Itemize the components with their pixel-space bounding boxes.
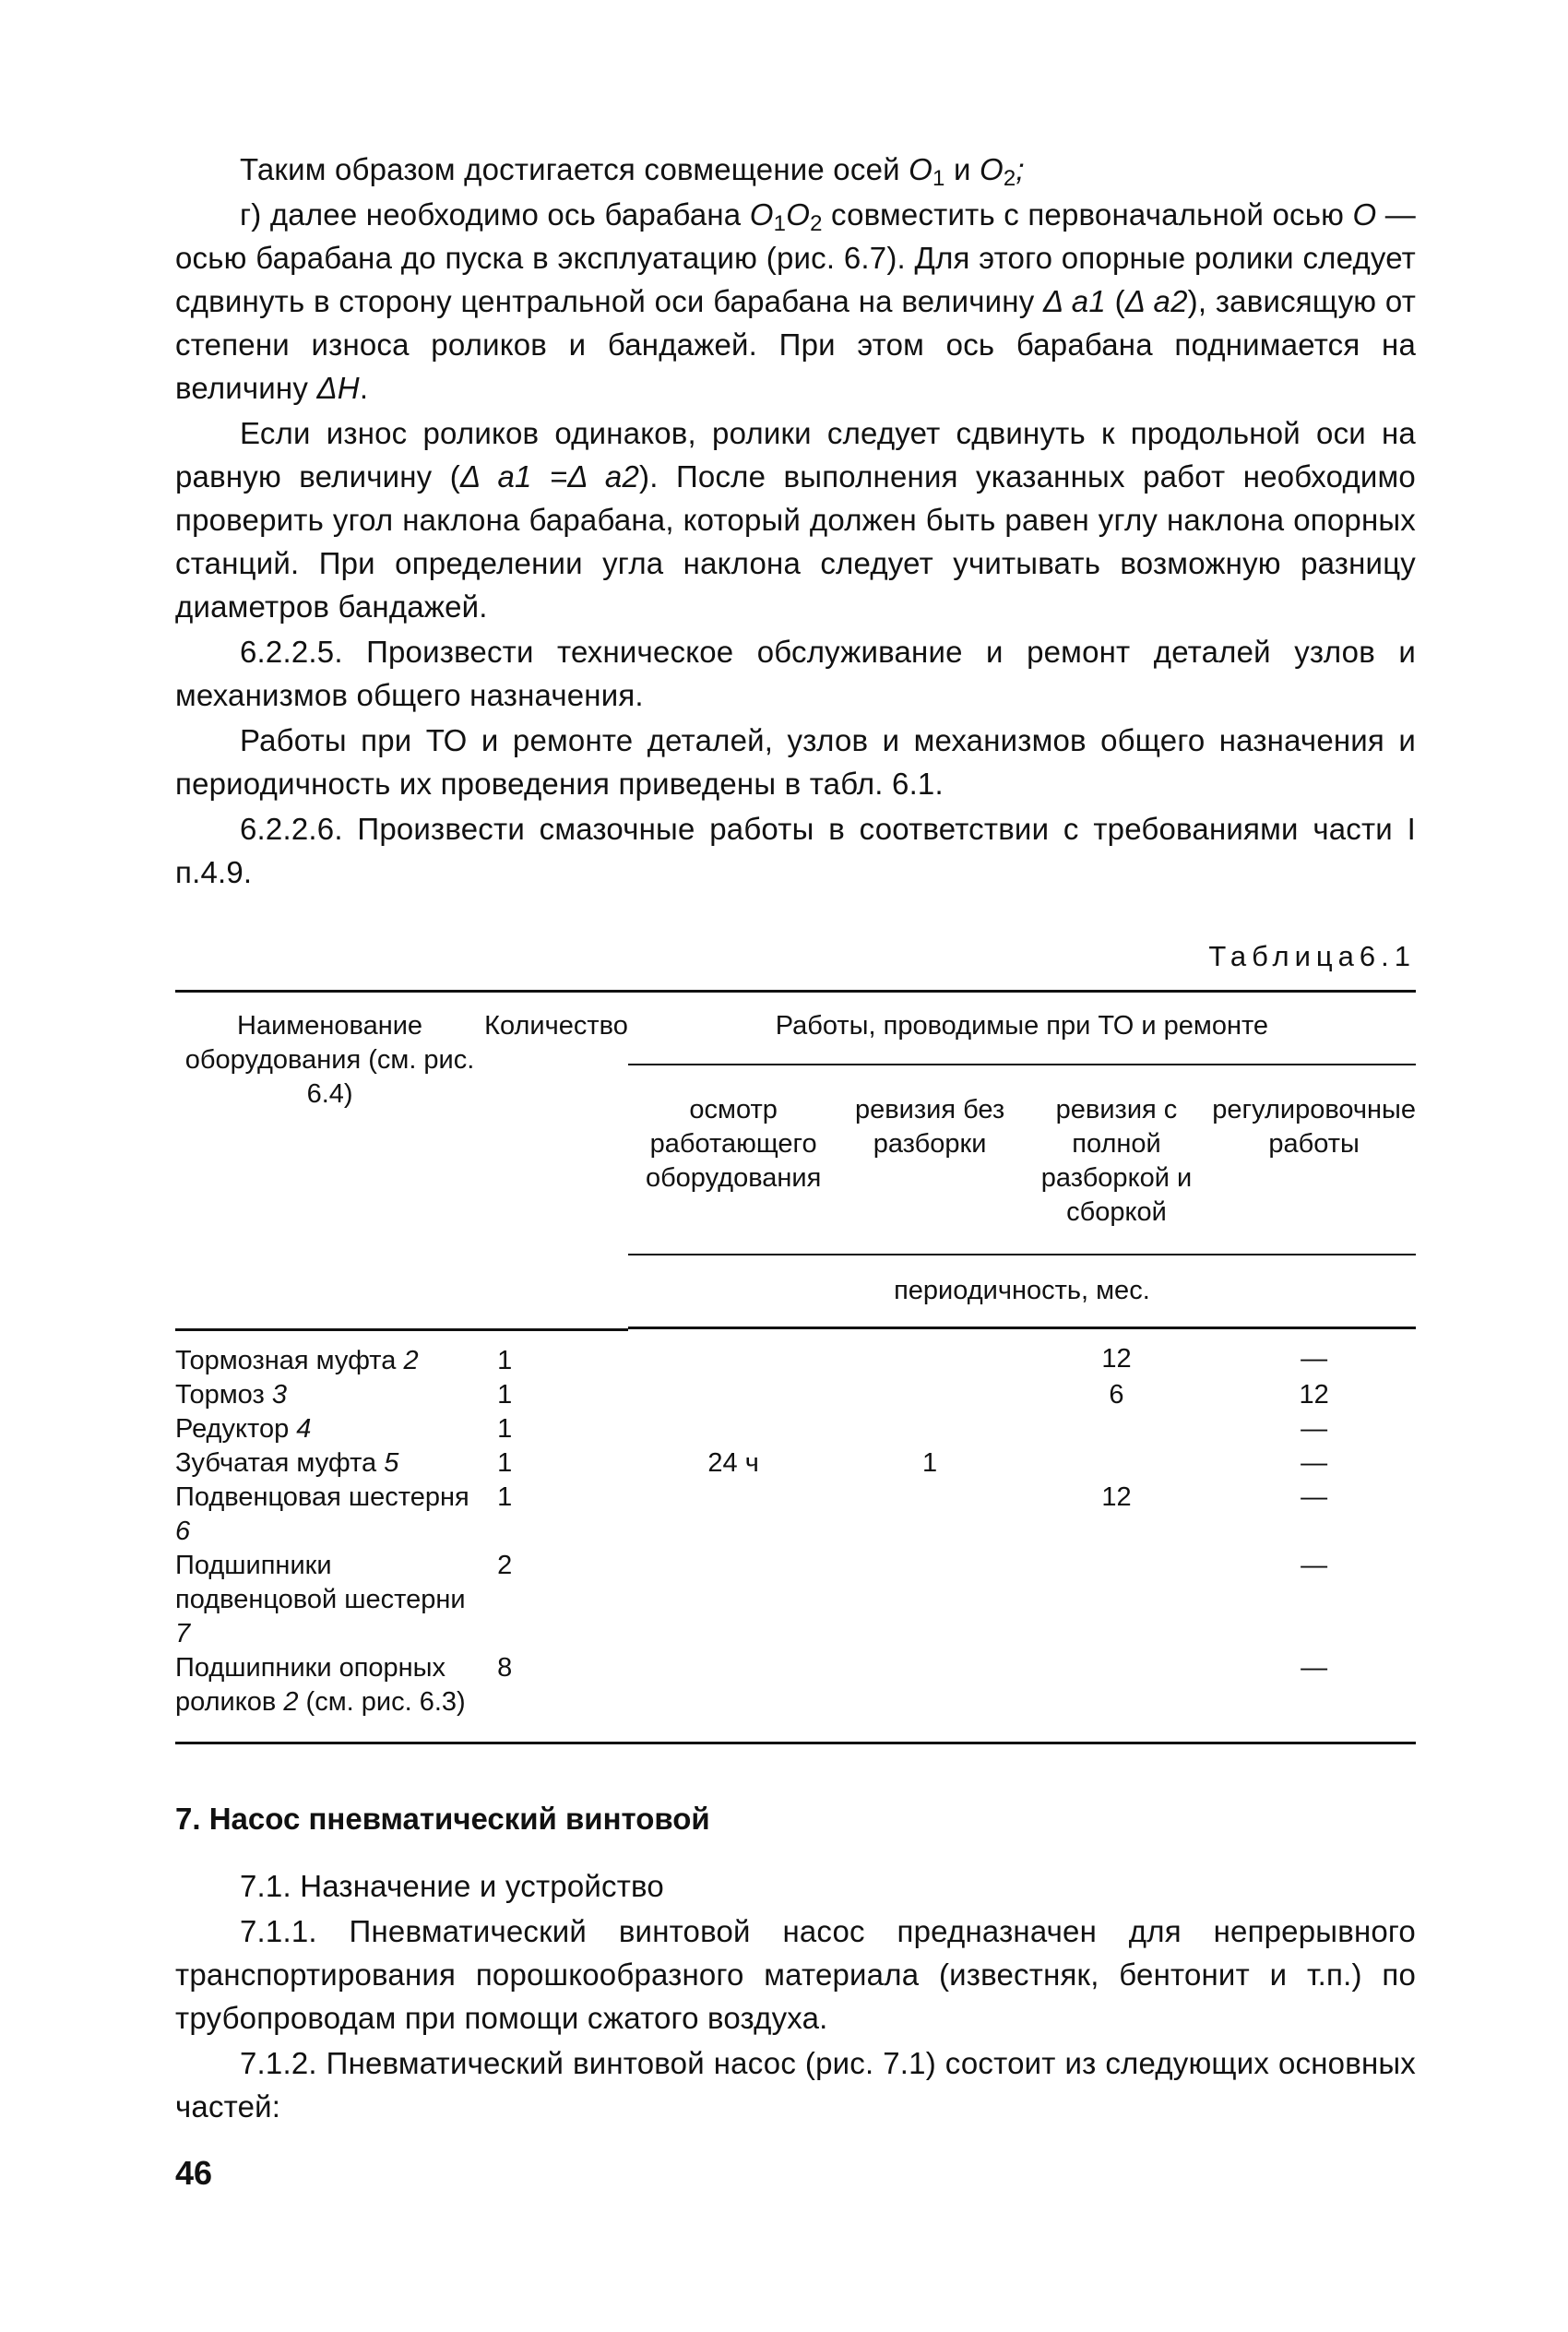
header-adjustment: регулировочные работы xyxy=(1212,1065,1416,1255)
row-revision-full: 6 xyxy=(1109,1379,1124,1410)
row-inspection xyxy=(628,1412,839,1446)
equipment-name: Редуктор xyxy=(175,1413,297,1444)
symbol-o: O xyxy=(1352,197,1377,232)
text-fragment: совместить с первоначальной осью xyxy=(822,197,1353,232)
subscript: 2 xyxy=(810,211,823,236)
row-name xyxy=(175,1329,484,1378)
row-name xyxy=(175,1378,484,1412)
equipment-name: Зубчатая муфта xyxy=(175,1447,385,1478)
equipment-ref: 5 xyxy=(384,1447,399,1478)
row-revision-full xyxy=(1021,1549,1213,1651)
symbol-o1: O xyxy=(909,152,933,186)
row-qty: 2 xyxy=(497,1550,513,1580)
row-name xyxy=(175,1651,484,1743)
text-fragment: Если износ роликов одинаков, ролики следует сдвинуть к продольной оси на равную величину ( xyxy=(175,416,1416,494)
table-row xyxy=(175,1329,1416,1378)
row-adjustment: — xyxy=(1301,1447,1328,1478)
subscript: 2 xyxy=(1003,166,1016,191)
row-inspection xyxy=(628,1549,839,1651)
row-inspection xyxy=(628,1378,839,1412)
row-adjustment: — xyxy=(1301,1550,1328,1580)
equipment-ref: 4 xyxy=(296,1413,312,1444)
paragraph-7-1-2: 7.1.2. Пневматический винтовой насос (рис. 7.1) состоит из следующих основных частей: xyxy=(175,2045,1416,2124)
table-row xyxy=(175,1446,1416,1481)
row-revision-full: 12 xyxy=(1101,1481,1132,1512)
symbol-delta-a1: Δ a1 xyxy=(1043,284,1106,318)
equipment-ref: 6 xyxy=(175,1516,191,1546)
text-fragment: ). После выполнения указанных работ необходимо проверить угол наклона барабана, который должен быть равен углу наклона опорных станций. При определении угла наклона следует учитывать возможную разницу диаметров бандажей. xyxy=(175,459,1416,624)
equipment-ref: 2 xyxy=(283,1686,299,1717)
row-name xyxy=(175,1549,484,1651)
text-fragment: г) далее необходимо ось барабана xyxy=(240,197,750,232)
paragraph-works-table-ref: Работы при ТО и ремонте деталей, узлов и механизмов общего назначения и периодичность их проведения приведены в табл. 6.1. xyxy=(175,723,1416,801)
row-inspection xyxy=(628,1329,839,1378)
row-revision-no xyxy=(838,1481,1020,1549)
row-revision-full xyxy=(1021,1651,1213,1743)
table-row xyxy=(175,1651,1416,1743)
row-inspection: 24 ч xyxy=(707,1447,759,1478)
row-revision-no xyxy=(838,1651,1020,1743)
paragraph-equal-wear xyxy=(175,411,1416,628)
row-name xyxy=(175,1446,484,1481)
row-qty: 1 xyxy=(497,1413,513,1444)
text-fragment: — осью барабана до пуска в эксплуатацию (рис. 6.7). Для этого опорные ролики следует сдвинуть в сторону центральной оси барабана на величину xyxy=(175,197,1416,318)
text-fragment: ; xyxy=(1016,152,1025,186)
equipment-name: Подшипники подвенцовой шестерни xyxy=(175,1550,466,1614)
document-page xyxy=(175,148,1416,2128)
header-periodicity: периодичность, мес. xyxy=(628,1255,1416,1328)
row-inspection xyxy=(628,1651,839,1743)
row-revision-no xyxy=(838,1412,1020,1446)
row-name xyxy=(175,1412,484,1446)
row-adjustment: — xyxy=(1301,1413,1328,1444)
equipment-name: Подвенцовая шестерня xyxy=(175,1481,469,1512)
row-revision-full xyxy=(1021,1446,1213,1481)
row-qty: 1 xyxy=(497,1447,513,1478)
subscript: 1 xyxy=(773,211,787,236)
row-revision-no: 1 xyxy=(922,1447,938,1478)
subscript: 1 xyxy=(932,166,945,191)
row-adjustment: — xyxy=(1301,1344,1328,1374)
table-caption: Таблица6.1 xyxy=(1208,940,1416,972)
header-revision-full: ревизия с полной разборкой и сборкой xyxy=(1021,1065,1213,1255)
section-title: 7. Насос пневматический винтовой xyxy=(175,1801,710,1836)
maintenance-table xyxy=(175,990,1416,1744)
paragraph-6-2-2-6: 6.2.2.6. Произвести смазочные работы в соответствии с требованиями части I п.4.9. xyxy=(175,812,1416,889)
text-fragment: Таким образом достигается совмещение осей xyxy=(240,152,900,186)
symbol-delta-a2: Δ a2 xyxy=(1124,284,1188,318)
row-revision-no xyxy=(838,1329,1020,1378)
symbol-o: O xyxy=(749,197,774,232)
equipment-ref: 3 xyxy=(271,1379,287,1410)
equipment-name-tail: (см. рис. 6.3) xyxy=(298,1686,466,1717)
table-row xyxy=(175,1481,1416,1549)
header-equipment-name: Наименование оборудования (см. рис. 6.4) xyxy=(184,1011,475,1109)
equipment-ref: 2 xyxy=(403,1345,419,1375)
symbol-o: O xyxy=(786,197,811,232)
equipment-name: Тормоз xyxy=(175,1379,272,1410)
row-revision-no xyxy=(838,1378,1020,1412)
row-revision-full xyxy=(1021,1412,1213,1446)
table-row xyxy=(175,1378,1416,1412)
symbol-o2: O xyxy=(979,152,1004,186)
text-fragment: ( xyxy=(1105,284,1125,318)
text-fragment: и xyxy=(944,152,980,186)
row-inspection xyxy=(628,1481,839,1549)
header-works: Работы, проводимые при ТО и ремонте xyxy=(628,992,1416,1065)
row-adjustment: 12 xyxy=(1299,1379,1329,1410)
equipment-name: Тормозная муфта xyxy=(175,1345,404,1375)
header-revision-no-disassembly: ревизия без разборки xyxy=(838,1065,1020,1255)
symbol-delta-h: ΔH xyxy=(316,371,360,405)
row-qty: 8 xyxy=(497,1652,513,1683)
table-row xyxy=(175,1412,1416,1446)
row-qty: 1 xyxy=(497,1379,513,1410)
table-row xyxy=(175,1549,1416,1651)
row-revision-no xyxy=(838,1549,1020,1651)
paragraph-7-1-1: 7.1.1. Пневматический винтовой насос предназначен для непрерывного транспортирования порошкообразного материала (известняк, бентонит и т.п.) по трубопроводам при помощи сжатого воздуха. xyxy=(175,1913,1416,2035)
paragraph-6-2-2-5: 6.2.2.5. Произвести техническое обслуживание и ремонт деталей узлов и механизмов общего назначения. xyxy=(175,635,1416,712)
header-inspection: осмотр работающего оборудования xyxy=(628,1065,839,1255)
row-adjustment: — xyxy=(1301,1652,1328,1683)
header-quantity: Количество xyxy=(484,1011,628,1041)
symbol-delta-equal: Δ a1 =Δ a2 xyxy=(459,459,640,494)
row-qty: 1 xyxy=(497,1345,513,1375)
equipment-ref: 7 xyxy=(175,1618,191,1648)
row-adjustment: — xyxy=(1301,1481,1328,1512)
text-fragment: . xyxy=(359,371,369,405)
row-name xyxy=(175,1481,484,1549)
text-fragment: ), зависящую от степени износа роликов и бандажей. При этом ось барабана поднимается на величину xyxy=(175,284,1417,405)
row-revision-full: 12 xyxy=(1101,1344,1132,1374)
paragraph-axes-alignment xyxy=(175,148,1416,191)
page-number: 46 xyxy=(175,2154,213,2192)
row-qty: 1 xyxy=(497,1481,513,1512)
subsection-heading: 7.1. Назначение и устройство xyxy=(240,1868,664,1903)
paragraph-drum-axis xyxy=(175,193,1416,410)
equipment-name: Подшипники опорных роликов xyxy=(175,1652,446,1717)
